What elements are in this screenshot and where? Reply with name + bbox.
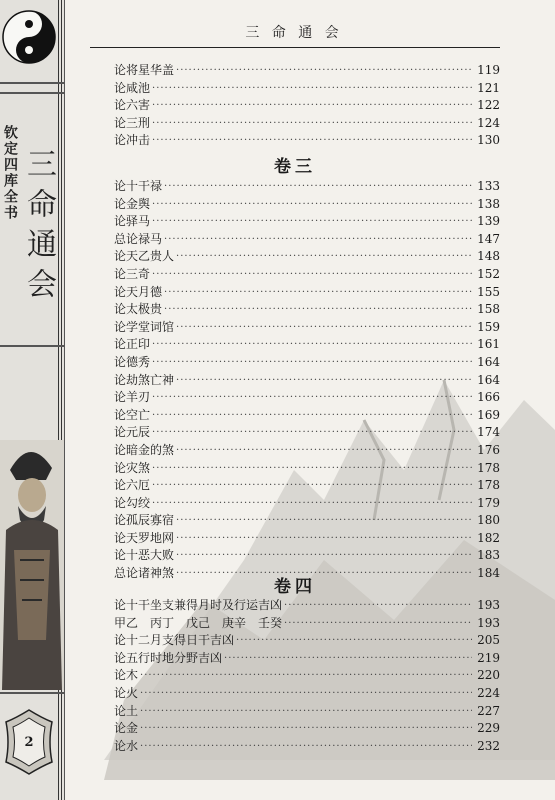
- toc-entry-title: 论水: [114, 738, 139, 753]
- toc-entry-title: 论驿马: [114, 214, 151, 229]
- toc-entry[interactable]: [114, 667, 500, 685]
- toc-entry-title: 论咸池: [114, 80, 151, 95]
- toc-entry-page: 176: [477, 442, 500, 457]
- leader-dots: [284, 597, 472, 615]
- toc-entry-page: 147: [477, 231, 500, 246]
- leader-dots: [176, 547, 472, 565]
- section-heading-juan-4: 卷四: [274, 577, 316, 597]
- toc-entry-page: 164: [477, 372, 500, 387]
- toc-group-continued: [114, 62, 500, 150]
- toc-entry-page: 193: [477, 615, 500, 630]
- toc-entry-title: 论空亡: [114, 407, 151, 422]
- toc-entry-page: 161: [477, 337, 500, 352]
- leader-dots: [152, 424, 472, 442]
- running-header: 三 命 通 会: [245, 25, 343, 41]
- toc-entry[interactable]: [114, 132, 500, 150]
- leader-dots: [152, 266, 472, 284]
- toc-entry-page: 183: [477, 548, 500, 563]
- leader-dots: [152, 97, 472, 115]
- toc-entry-page: 220: [477, 668, 500, 683]
- leader-dots: [176, 372, 472, 390]
- toc-entry[interactable]: [114, 97, 500, 115]
- toc-entry-title: 论学堂词馆: [114, 319, 175, 334]
- toc-entry-title: 论天罗地网: [114, 530, 175, 545]
- toc-entry[interactable]: [114, 319, 500, 337]
- toc-entry[interactable]: [114, 266, 500, 284]
- toc-entry-title: 论三刑: [114, 115, 151, 130]
- toc-entry-page: 232: [477, 738, 500, 753]
- toc-entry[interactable]: [114, 460, 500, 478]
- toc-entry-title: 论德秀: [114, 354, 151, 369]
- toc-group-juan-3: [114, 178, 500, 583]
- toc-entry[interactable]: [114, 248, 500, 266]
- toc-entry[interactable]: [114, 424, 500, 442]
- leader-dots: [152, 336, 472, 354]
- section-heading-juan-3: 卷三: [274, 157, 316, 177]
- leader-dots: [176, 62, 472, 80]
- toc-entry-page: 219: [477, 650, 500, 665]
- toc-entry-page: 139: [477, 214, 500, 229]
- toc-entry-title: 论勾绞: [114, 495, 151, 510]
- toc-entry[interactable]: [114, 495, 500, 513]
- toc-entry-title: 论十干坐支兼得月时及行运吉凶: [114, 598, 283, 612]
- toc-entry-title: 论三奇: [114, 266, 151, 281]
- toc-entry[interactable]: [114, 512, 500, 530]
- leader-dots: [224, 650, 472, 668]
- toc-entry-page: 159: [477, 319, 500, 334]
- leader-dots: [176, 248, 472, 266]
- toc-entry-title: 论太极贵: [114, 302, 163, 317]
- toc-entry-title: 论六害: [114, 98, 151, 113]
- toc-entry[interactable]: [114, 354, 500, 372]
- leader-dots: [152, 495, 472, 513]
- leader-dots: [152, 460, 472, 478]
- toc-entry[interactable]: [114, 231, 500, 249]
- toc-entry[interactable]: [114, 178, 500, 196]
- toc-entry-page: 227: [477, 703, 500, 718]
- toc-entry-page: 193: [477, 598, 500, 612]
- toc-entry[interactable]: [114, 213, 500, 231]
- toc-entry-title: 论暗金的煞: [114, 442, 175, 457]
- toc-entry-title: 论六厄: [114, 478, 151, 493]
- leader-dots: [164, 284, 472, 302]
- leader-dots: [152, 115, 472, 133]
- leader-dots: [152, 80, 472, 98]
- leader-dots: [284, 615, 472, 633]
- toc-entry[interactable]: [114, 632, 500, 650]
- header-rule: [90, 47, 500, 48]
- toc-entry-page: 180: [477, 513, 500, 528]
- toc-entry-title: 论五行时地分野吉凶: [114, 650, 223, 665]
- toc-group-juan-4: [114, 597, 500, 755]
- toc-entry-page: 229: [477, 721, 500, 736]
- leader-dots: [152, 196, 472, 214]
- spine-vertical-label: 钦定四库全书: [2, 125, 18, 221]
- toc-entry-title: 论木: [114, 668, 139, 683]
- toc-entry-page: 184: [477, 566, 500, 581]
- leader-dots: [176, 530, 472, 548]
- leader-dots: [236, 632, 472, 650]
- toc-entry[interactable]: [114, 80, 500, 98]
- spine-vertical-title: 三命通会: [21, 148, 56, 308]
- leader-dots: [140, 685, 472, 703]
- toc-entry-title: 论冲击: [114, 133, 151, 148]
- toc-entry[interactable]: [114, 301, 500, 319]
- toc-entry-page: 119: [477, 63, 500, 77]
- toc-entry-title: 甲乙 丙丁 戊己 庚辛 壬癸: [114, 615, 283, 630]
- leader-dots: [164, 231, 472, 249]
- toc-entry-page: 155: [477, 284, 500, 299]
- leader-dots: [140, 738, 472, 756]
- toc-entry[interactable]: [114, 196, 500, 214]
- toc-entry-page: 164: [477, 354, 500, 369]
- toc-entry-title: 论十恶大败: [114, 548, 175, 563]
- toc-entry-title: 论孤辰寡宿: [114, 513, 175, 528]
- leader-dots: [152, 132, 472, 150]
- page-number: 2: [24, 735, 34, 750]
- toc-entry-page: 130: [477, 133, 500, 148]
- toc-entry[interactable]: [114, 115, 500, 133]
- toc-entry-page: 133: [477, 179, 500, 193]
- toc-entry-title: 总论禄马: [114, 231, 163, 246]
- leader-dots: [140, 703, 472, 721]
- toc-entry-page: 224: [477, 685, 500, 700]
- toc-entry-page: 122: [477, 98, 500, 113]
- toc-entry[interactable]: [114, 650, 500, 668]
- toc-entry-page: 152: [477, 266, 500, 281]
- leader-dots: [152, 213, 472, 231]
- toc-entry-title: 论金舆: [114, 196, 151, 211]
- toc-entry-title: 论将星华盖: [114, 63, 175, 77]
- toc-entry-page: 138: [477, 196, 500, 211]
- toc-entry-page: 205: [477, 633, 500, 648]
- toc-entry[interactable]: [114, 372, 500, 390]
- leader-dots: [164, 301, 472, 319]
- leader-dots: [140, 720, 472, 738]
- toc-entry-title: 论劫煞亡神: [114, 372, 175, 387]
- toc-entry-title: 总论诸神煞: [114, 566, 175, 581]
- toc-entry[interactable]: [114, 720, 500, 738]
- leader-dots: [176, 442, 472, 460]
- toc-entry[interactable]: [114, 407, 500, 425]
- leader-dots: [176, 512, 472, 530]
- toc-entry-page: 166: [477, 390, 500, 405]
- leader-dots: [164, 178, 472, 196]
- toc-entry-title: 论天乙贵人: [114, 249, 175, 264]
- toc-entry-page: 124: [477, 115, 500, 130]
- toc-entry[interactable]: [114, 389, 500, 407]
- toc-entry-title: 论元辰: [114, 425, 151, 440]
- leader-dots: [176, 319, 472, 337]
- toc-entry[interactable]: [114, 336, 500, 354]
- toc-entry-page: 158: [477, 302, 500, 317]
- toc-entry-title: 论灾煞: [114, 460, 151, 475]
- toc-entry[interactable]: [114, 62, 500, 80]
- toc-entry[interactable]: [114, 738, 500, 756]
- toc-entry-page: 121: [477, 80, 500, 95]
- leader-dots: [152, 407, 472, 425]
- toc-entry-title: 论天月德: [114, 284, 163, 299]
- toc-entry[interactable]: [114, 477, 500, 495]
- toc-entry[interactable]: [114, 597, 500, 615]
- toc-entry[interactable]: [114, 530, 500, 548]
- toc-entry-title: 论十二月支得日干吉凶: [114, 633, 235, 648]
- taiji-yin-yang-icon: [2, 10, 56, 64]
- leader-dots: [152, 354, 472, 372]
- toc-entry-title: 论土: [114, 703, 139, 718]
- toc-entry[interactable]: [114, 284, 500, 302]
- toc-entry-page: 178: [477, 478, 500, 493]
- toc-entry-page: 182: [477, 530, 500, 545]
- toc-entry[interactable]: [114, 685, 500, 703]
- leader-dots: [152, 477, 472, 495]
- toc-entry-page: 174: [477, 425, 500, 440]
- toc-entry-title: 论十干禄: [114, 179, 163, 193]
- toc-entry[interactable]: [114, 615, 500, 633]
- book-spine: [0, 0, 65, 800]
- toc-entry-page: 178: [477, 460, 500, 475]
- toc-entry-page: 169: [477, 407, 500, 422]
- leader-dots: [140, 667, 472, 685]
- toc-entry-title: 论正印: [114, 337, 151, 352]
- toc-entry[interactable]: [114, 703, 500, 721]
- toc-entry-title: 论金: [114, 721, 139, 736]
- toc-entry-title: 论火: [114, 685, 139, 700]
- toc-entry-page: 148: [477, 249, 500, 264]
- toc-entry[interactable]: [114, 547, 500, 565]
- toc-entry-title: 论羊刃: [114, 390, 151, 405]
- toc-entry-page: 179: [477, 495, 500, 510]
- ancient-scholar-figure-illustration: [0, 440, 64, 690]
- toc-entry[interactable]: [114, 442, 500, 460]
- leader-dots: [152, 389, 472, 407]
